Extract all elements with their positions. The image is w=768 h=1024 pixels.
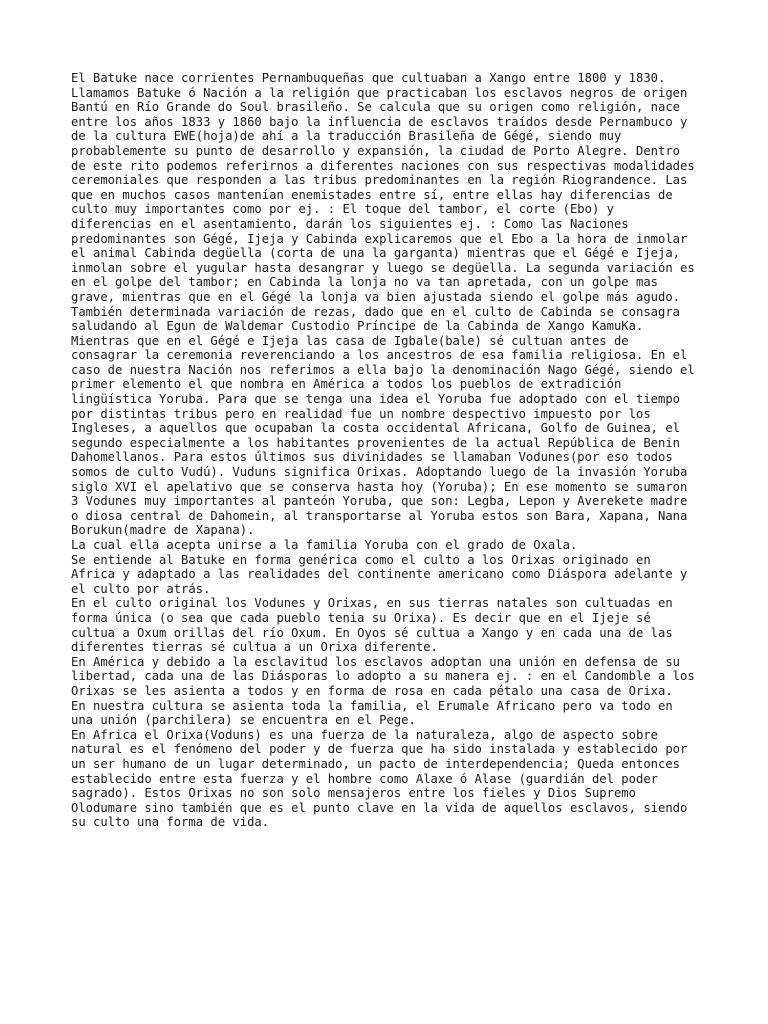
paragraph-africa-orixa: En Africa el Orixa(Voduns) es una fuerza de la naturaleza, algo de aspecto sobre natural es el fenómeno del poder y de fuerza que ha sido instalada y establecido por un ser humano de un lugar determinado, un pacto de interdependencia; Queda entonces establecido entre esta fuerza y el hombre como Alaxe ó Alase (guardián del poder sagrado). Estos Orixas no son solo mensajeros entre los fieles y Dios Supremo Olodumare sino también que es el punto clave en la vida de aquellos esclavos, siendo su culto una forma de vida. — [71, 727, 688, 830]
paragraph-oxala: La cual ella acepta unirse a la familia Yoruba con el grado de Oxala. — [71, 538, 578, 552]
document-page — [71, 71, 701, 830]
paragraph-batuke-definition: Se entiende al Batuke en forma genérica como el culto a los Orixas originado en Africa y adaptado a las realidades del continente americano como Diáspora adelante y el culto por atrás. — [71, 552, 688, 596]
paragraph-our-culture: En nuestra cultura se asienta toda la familia, el Erumale Africano pero va todo en una unión (parchilera) se encuentra en el Pege. — [71, 698, 673, 728]
paragraph-original-cult: En el culto original los Vodunes y Orixas, en sus tierras natales son cultuadas en forma única (o sea que cada pueblo tenia su Orixa). Es decir que en el Ijeje sé cultua a Oxum orillas del río Oxum. En Oyos sé cultua a Xango y en cada una de las diferentes tierras sé cultua a un Orixa diferente. — [71, 596, 673, 655]
paragraph-origins: El Batuke nace corrientes Pernambuqueñas que cultuaban a Xango entre 1800 y 1830. Llamamos Batuke ó Nación a la religión que practicaban los esclavos negros de origen Bantú en Río Grande do Soul brasileño. Se calcula que su origen como religión, nace entre los años 1833 y 1860 bajo la influencia de esclavos traídos desde Pernambuco y de la cultura EWE(hoja)de ahí a la traducción Brasileña de Gégé, siendo muy probablemente su punto de desarrollo y expansión, la ciudad de Porto Alegre. Dentro de este rito podemos referirnos a diferentes naciones con sus respectivas modalidades ceremoniales que responden a las tribus predominantes en la región Riograndence. Las que en muchos casos mantenían enemistades entre sí, entre ellas hay diferencias de culto muy importantes como por ej. : El toque del tambor, el corte (Ebo) y diferencias en el asentamiento, darán los siguientes ej. : Como las Naciones predominantes son Gégé, Ijeja y Cabinda explicaremos que el Ebo a la hora de inmolar el animal Cabinda degüella (corta de una la garganta) mientras que el Gégé e Ijeja, inmolan sobre el yugular hasta desangrar y luego se degüella. La segunda variación es en el golpe del tambor; en Cabinda la lonja no va tan apretada, con un golpe mas grave, mientras que en el Gégé la lonja va bien ajustada siendo el golpe más agudo. También determinada variación de rezas, dado que en el culto de Cabinda se consagra saludando al Egun de Waldemar Custodio Príncipe de la Cabinda de Xango KamuKa. Mientras que en el Gégé e Ijeja las casa de Igbale(bale) sé cultuan antes de consagrar la ceremonia reverenciando a los ancestros de esa familia religiosa. En el caso de nuestra Nación nos referimos a ella bajo la denominación Nago Gégé, siendo el primer elemento el que nombra en América a todos los pueblos de extradición lingüística Yoruba. Para que se tenga una idea el Yoruba fue adoptado con el tiempo por distintas tribus pero en realidad fue un nombre despectivo impuesto por los Ingleses, a aquellos que ocupaban la costa occidental Africana, Golfo de Guinea, el segundo especialmente a los habitantes provenientes de la actual República de Benin Dahomellanos. Para estos últimos sus divinidades se llamaban Vodunes(por eso todos somos de culto Vudú). Vuduns significa Orixas. Adoptando luego de la invasión Yoruba siglo XVI el apelativo que se conserva hasta hoy (Yoruba); En ese momento se sumaron 3 Vodunes muy importantes al panteón Yoruba, que son: Legba, Lepon y Averekete madre o diosa central de Dahomein, al transportarse al Yoruba estos son Bara, Xapana, Nana Borukun(madre de Xapana). — [71, 71, 695, 538]
paragraph-america: En América y debido a la esclavitud los esclavos adoptan una unión en defensa de su libertad, cada una de las Diásporas lo adopto a su manera ej. : en el Candomble a los Orixas se les asienta a todos y en forma de rosa en cada pétalo una casa de Orixa. — [71, 654, 695, 698]
